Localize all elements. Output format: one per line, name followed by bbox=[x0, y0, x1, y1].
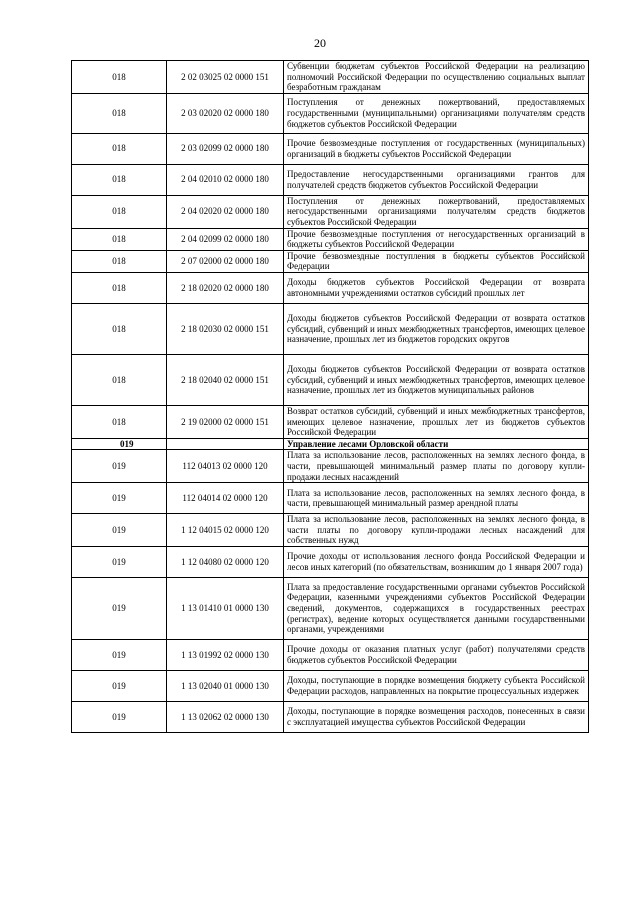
table-row bbox=[72, 405, 589, 438]
table-row bbox=[72, 354, 589, 405]
revenue-code-cell: 2 19 02000 02 0000 151 bbox=[167, 405, 284, 438]
revenue-code-cell: 2 03 02099 02 0000 180 bbox=[167, 133, 284, 164]
admin-code-cell: 019 bbox=[72, 514, 167, 547]
revenue-name-cell: Плата за использование лесов, расположенных на землях лесного фонда, в части платы по договору купли-продажи лесных насаждений для собственных нужд bbox=[284, 514, 589, 547]
admin-code-cell: 018 bbox=[72, 354, 167, 405]
revenue-name-cell: Субвенции бюджетам субъектов Российской Федерации на реализацию полномочий Российской Федерации по осуществлению социальных выплат безработным гражданам bbox=[284, 61, 589, 94]
table-row bbox=[72, 303, 589, 354]
table-body bbox=[72, 61, 589, 733]
admin-code-cell: 018 bbox=[72, 272, 167, 303]
revenue-code-cell: 1 13 02062 02 0000 130 bbox=[167, 701, 284, 732]
table-row bbox=[72, 93, 589, 133]
table-row bbox=[72, 164, 589, 195]
revenue-name-cell: Плата за использование лесов, расположенных на землях лесного фонда, в части, превышающей минимальный размер платы по договору купли-продажи лесных насаждений bbox=[284, 450, 589, 483]
revenue-code-cell: 2 07 02000 02 0000 180 bbox=[167, 250, 284, 272]
table-row bbox=[72, 133, 589, 164]
revenue-code-cell: 1 12 04080 02 0000 120 bbox=[167, 546, 284, 577]
table-row bbox=[72, 450, 589, 483]
revenue-name-cell: Доходы бюджетов субъектов Российской Федерации от возврата автономными учреждениями остатков субсидий прошлых лет bbox=[284, 272, 589, 303]
revenue-name-cell: Прочие доходы от оказания платных услуг (работ) получателями средств бюджетов субъектов Российской Федерации bbox=[284, 639, 589, 670]
revenue-name-cell: Предоставление негосударственными организациями грантов для получателей средств бюджетов субъектов Российской Федерации bbox=[284, 164, 589, 195]
admin-code-cell: 019 bbox=[72, 438, 167, 450]
section-heading-row bbox=[72, 438, 589, 450]
admin-code-cell: 019 bbox=[72, 450, 167, 483]
revenue-code-cell: 2 02 03025 02 0000 151 bbox=[167, 61, 284, 94]
revenue-code-cell: 112 04014 02 0000 120 bbox=[167, 483, 284, 514]
table-row bbox=[72, 514, 589, 547]
admin-code-cell: 019 bbox=[72, 670, 167, 701]
admin-code-cell: 018 bbox=[72, 303, 167, 354]
revenue-name-cell: Прочие безвозмездные поступления в бюджеты субъектов Российской Федерации bbox=[284, 250, 589, 272]
revenue-name-cell: Доходы, поступающие в порядке возмещения бюджету субъекта Российской Федерации расходов, направленных на покрытие процессуальных издержек bbox=[284, 670, 589, 701]
admin-code-cell: 018 bbox=[72, 228, 167, 250]
admin-code-cell: 019 bbox=[72, 701, 167, 732]
admin-code-cell: 019 bbox=[72, 639, 167, 670]
table-row bbox=[72, 272, 589, 303]
admin-code-cell: 018 bbox=[72, 195, 167, 228]
admin-code-cell: 018 bbox=[72, 61, 167, 94]
revenue-code-cell: 2 04 02010 02 0000 180 bbox=[167, 164, 284, 195]
revenue-code-cell: 1 12 04015 02 0000 120 bbox=[167, 514, 284, 547]
revenue-code-cell: 2 04 02099 02 0000 180 bbox=[167, 228, 284, 250]
table-row bbox=[72, 228, 589, 250]
revenue-name-cell: Поступления от денежных пожертвований, предоставляемых государственными (муниципальными) организациями получателям средств бюджетов субъектов Российской Федерации bbox=[284, 93, 589, 133]
admin-code-cell: 018 bbox=[72, 164, 167, 195]
admin-code-cell: 018 bbox=[72, 250, 167, 272]
revenue-codes-table bbox=[71, 60, 589, 733]
revenue-code-cell bbox=[167, 438, 284, 450]
table-row bbox=[72, 61, 589, 94]
revenue-code-cell: 2 04 02020 02 0000 180 bbox=[167, 195, 284, 228]
revenue-name-cell: Возврат остатков субсидий, субвенций и иных межбюджетных трансфертов, имеющих целевое назначение, прошлых лет из бюджетов субъектов Российской Федерации bbox=[284, 405, 589, 438]
admin-code-cell: 019 bbox=[72, 483, 167, 514]
revenue-name-cell: Доходы бюджетов субъектов Российской Федерации от возврата остатков субсидий, субвенций и иных межбюджетных трансфертов, имеющих целевое назначение, прошлых лет из бюджетов городских округов bbox=[284, 303, 589, 354]
table-row bbox=[72, 546, 589, 577]
revenue-name-cell: Доходы, поступающие в порядке возмещения расходов, понесенных в связи с эксплуатацией имущества субъектов Российской Федерации bbox=[284, 701, 589, 732]
revenue-code-cell: 1 13 01992 02 0000 130 bbox=[167, 639, 284, 670]
table-row bbox=[72, 701, 589, 732]
revenue-name-cell: Прочие доходы от использования лесного фонда Российской Федерации и лесов иных категорий (по обязательствам, возникшим до 1 января 2007 года) bbox=[284, 546, 589, 577]
admin-code-cell: 018 bbox=[72, 93, 167, 133]
page-number: 20 bbox=[314, 36, 326, 50]
revenue-code-cell: 2 18 02040 02 0000 151 bbox=[167, 354, 284, 405]
admin-code-cell: 019 bbox=[72, 546, 167, 577]
revenue-code-cell: 1 13 01410 01 0000 130 bbox=[167, 577, 284, 639]
revenue-code-cell: 2 18 02020 02 0000 180 bbox=[167, 272, 284, 303]
table-row bbox=[72, 639, 589, 670]
revenue-name-cell: Управление лесами Орловской области bbox=[284, 438, 589, 450]
revenue-name-cell: Прочие безвозмездные поступления от негосударственных организаций в бюджеты субъектов Российской Федерации bbox=[284, 228, 589, 250]
revenue-name-cell: Плата за использование лесов, расположенных на землях лесного фонда, в части, превышающей минимальный размер арендной платы bbox=[284, 483, 589, 514]
table-row bbox=[72, 577, 589, 639]
revenue-code-cell: 2 03 02020 02 0000 180 bbox=[167, 93, 284, 133]
admin-code-cell: 018 bbox=[72, 133, 167, 164]
table-row bbox=[72, 483, 589, 514]
table-row bbox=[72, 670, 589, 701]
admin-code-cell: 019 bbox=[72, 577, 167, 639]
revenue-code-cell: 112 04013 02 0000 120 bbox=[167, 450, 284, 483]
table-row bbox=[72, 250, 589, 272]
revenue-code-cell: 1 13 02040 01 0000 130 bbox=[167, 670, 284, 701]
revenue-code-cell: 2 18 02030 02 0000 151 bbox=[167, 303, 284, 354]
admin-code-cell: 018 bbox=[72, 405, 167, 438]
revenue-name-cell: Доходы бюджетов субъектов Российской Федерации от возврата остатков субсидий, субвенций и иных межбюджетных трансфертов, имеющих целевое назначение, прошлых лет из бюджетов муниципальных районов bbox=[284, 354, 589, 405]
revenue-name-cell: Плата за предоставление государственными органами субъектов Российской Федерации, казенными учреждениями субъектов Российской Федерации сведений, документов, содержащихся в государственных реестрах (регистрах), ведение которых осуществляется данными государственными органами, учреждениями bbox=[284, 577, 589, 639]
table-row bbox=[72, 195, 589, 228]
revenue-name-cell: Прочие безвозмездные поступления от государственных (муниципальных) организаций в бюджеты субъектов Российской Федерации bbox=[284, 133, 589, 164]
revenue-name-cell: Поступления от денежных пожертвований, предоставляемых негосударственными организациями получателям средств бюджетов субъектов Российской Федерации bbox=[284, 195, 589, 228]
